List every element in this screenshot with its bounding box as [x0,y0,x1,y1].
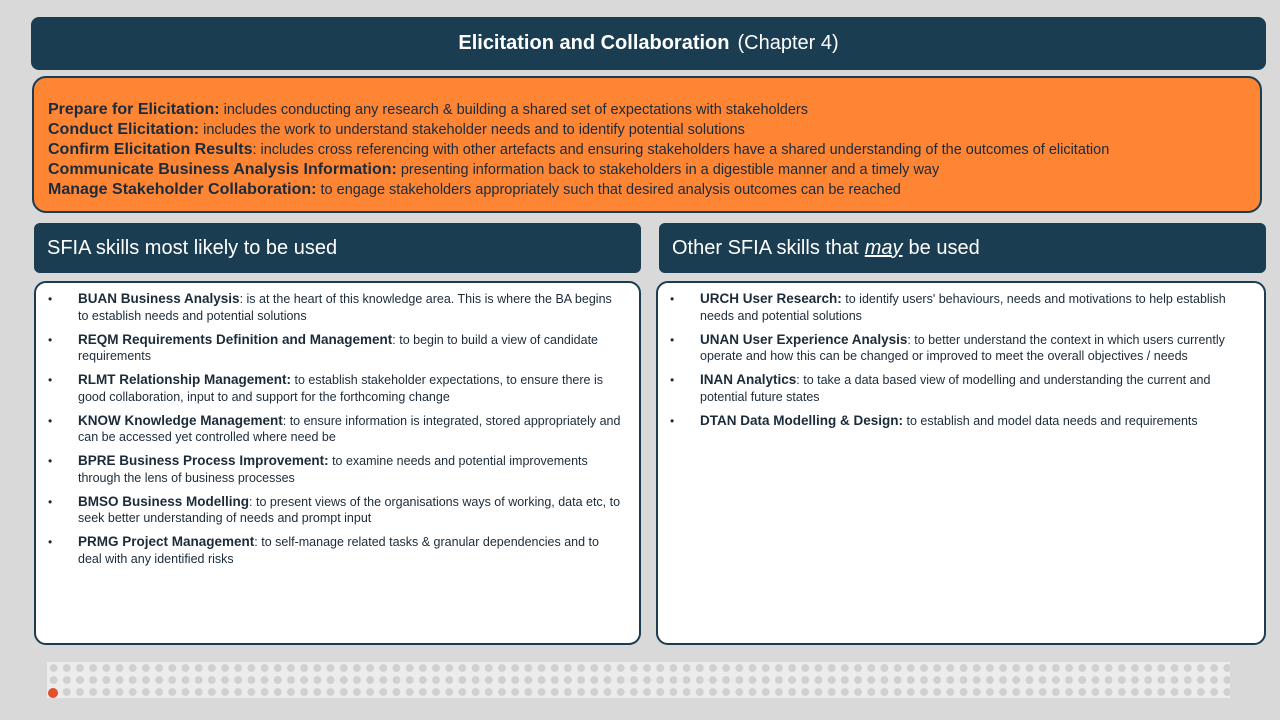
skill-desc: : to take a data based view of modelling and understanding the current and potential future states [700,373,1211,404]
skill-desc: : to better understand the context in which users currently operate and how this can be changed or improved to meet the overall objectives / needs [700,332,1225,363]
slide-title [31,17,1266,70]
title-main: Elicitation and Collaboration [458,32,730,54]
skill-name: BPRE Business Process Improvement: [78,453,329,468]
skill-desc: to examine needs and potential improvements through the lens of business processes [78,454,588,485]
skill-name: INAN Analytics [700,372,797,387]
task-desc: : includes cross referencing with other artefacts and ensuring stakeholders have a shared understanding of the outcomes of elicitation [252,142,1110,158]
right-skills-panel [656,281,1266,645]
skill-name: PRMG Project Management [78,534,255,549]
task-line [48,160,1260,180]
task-line [48,100,1260,120]
list-item [36,534,639,567]
right-column-header [659,223,1266,273]
task-desc: includes the work to understand stakeholder needs and to identify potential solutions [199,122,745,138]
skill-desc: : is at the heart of this knowledge area. This is where the BA begins to establish needs and potential solutions [78,292,612,323]
bullet-icon: • [670,373,675,387]
skill-desc: to establish stakeholder expectations, to ensure there is good collaboration, input to and support for the forthcoming change [78,373,604,404]
list-item [36,413,639,446]
bullet-icon: • [48,454,53,468]
task-term: Conduct Elicitation: [48,121,200,138]
list-item [658,413,1264,430]
task-line [48,180,1260,200]
task-desc: presenting information back to stakeholders in a digestible manner and a timely way [396,162,940,178]
list-item [36,332,639,365]
right-header-before: Other SFIA skills that [672,236,859,259]
bullet-icon: • [670,292,675,306]
bullet-icon: • [48,535,53,549]
task-desc: includes conducting any research & building a shared set of expectations with stakeholders [219,102,808,118]
skill-desc: to identify users' behaviours, needs and motivations to help establish needs and potential solutions [700,292,1226,323]
task-term: Communicate Business Analysis Information: [48,161,397,178]
bullet-icon: • [48,373,53,387]
skill-desc: to establish and model data needs and requirements [903,413,1198,428]
task-line [48,140,1260,160]
skill-desc: : to present views of the organisations ways of working, data etc, to seek better understanding of needs and prompt input [78,494,621,525]
bullet-icon: • [670,413,675,428]
list-item [36,494,639,527]
bullet-icon: • [48,413,53,428]
right-header-after: be used [908,236,980,259]
skill-name: REQM Requirements Definition and Management [78,331,393,347]
decorative-dot-pattern [47,662,1230,698]
task-term: Confirm Elicitation Results [48,141,253,158]
left-header-text: SFIA skills most likely to be used [47,236,338,259]
task-line [48,120,1260,140]
task-term: Manage Stakeholder Collaboration: [48,181,317,198]
bullet-icon: • [48,494,53,509]
skill-name: KNOW Knowledge Management [78,412,283,428]
list-item [658,372,1264,405]
title-sub: (Chapter 4) [737,32,839,54]
left-skills-list [36,291,639,567]
list-item [658,291,1264,324]
list-item [36,453,639,486]
list-item [36,372,639,405]
skill-name: URCH User Research: [700,291,842,306]
task-term: Prepare for Elicitation: [48,101,220,118]
bullet-icon: • [670,332,675,347]
task-desc: to engage stakeholders appropriately such that desired analysis outcomes can be reached [316,182,901,198]
right-skills-list [658,291,1264,429]
list-item [658,332,1264,365]
skill-desc: : to begin to build a view of candidate requirements [78,332,598,363]
progress-dot-icon [48,688,58,698]
skill-name: UNAN User Experience Analysis [700,331,908,347]
bullet-icon: • [48,332,53,347]
skill-desc: : to self-manage related tasks & granular dependencies and to deal with any identified risks [78,535,599,566]
right-header-emphasis: may [864,236,903,259]
left-column-header [34,223,641,273]
tasks-summary-box [32,76,1262,213]
skill-name: RLMT Relationship Management: [78,372,292,387]
left-skills-panel [34,281,641,645]
list-item [36,291,639,324]
bullet-icon: • [48,292,53,306]
skill-name: BUAN Business Analysis [78,291,240,306]
skill-desc: : to ensure information is integrated, stored appropriately and can be accessed yet controlled where need be [78,413,621,444]
skill-name: BMSO Business Modelling [78,493,250,509]
skill-name: DTAN Data Modelling & Design: [700,412,904,428]
